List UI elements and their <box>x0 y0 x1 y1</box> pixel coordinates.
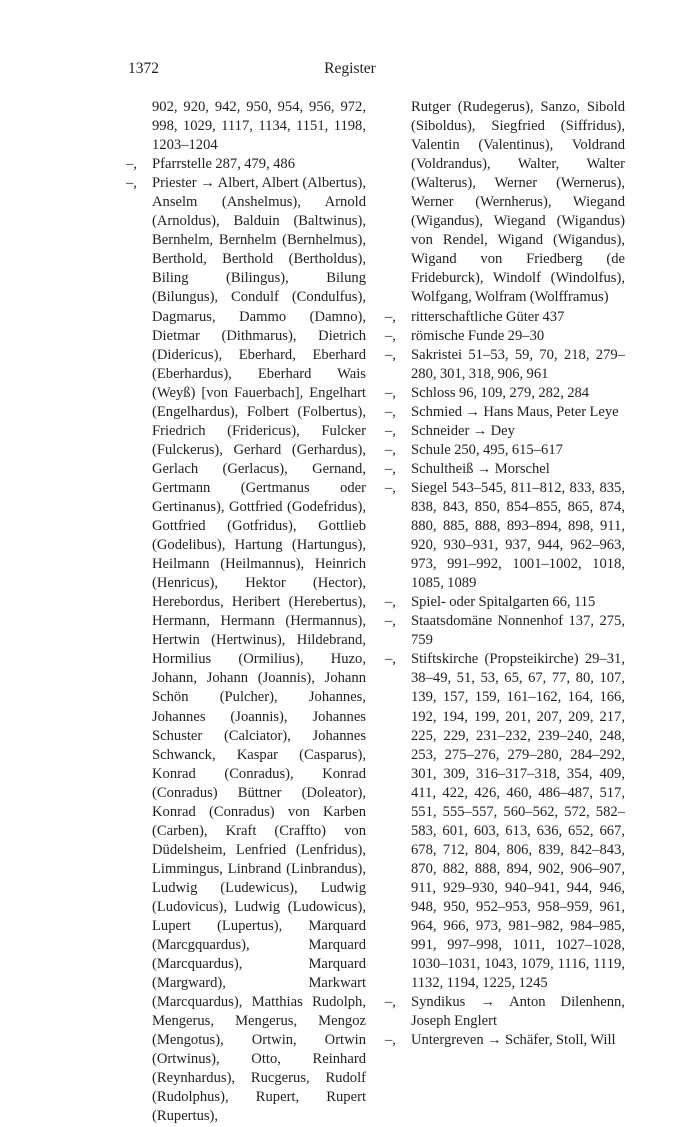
right-column <box>383 98 625 1050</box>
index-entry-staatsdomaene <box>383 612 625 650</box>
entry-text: Schmied → Hans Maus, Peter Leye <box>411 403 619 420</box>
index-entry-schloss <box>383 384 625 403</box>
entry-dash: –, <box>385 403 396 420</box>
entry-text: Pfarrstelle 287, 479, 486 <box>152 156 295 173</box>
entry-dash: –, <box>385 460 396 477</box>
entry-dash: –, <box>385 613 396 630</box>
running-title: Register <box>324 60 376 77</box>
index-entry-spielgarten <box>383 593 625 612</box>
index-entry-schmied <box>383 403 625 422</box>
entry-text: Syndikus → Anton Dilenhenn, Joseph Englert <box>411 994 625 1030</box>
index-entry-untergreven <box>383 1031 625 1050</box>
entry-text: Spiel- oder Spitalgarten 66, 115 <box>411 594 596 611</box>
index-entry-sakristei <box>383 346 625 384</box>
entry-text: Schneider → Dey <box>411 422 515 439</box>
left-column <box>124 98 366 1127</box>
entry-dash: –, <box>385 994 396 1011</box>
index-entry-roemische-funde <box>383 327 625 346</box>
entry-text: Siegel 543–545, 811–812, 833, 835, 838, 843, 850, 854–855, 865, 874, 880, 885, 888, 893–894, 898, 911, 920, 930–931, 937, 944, 962–963, 973, 991–992, 1001–1002, 1018, 1085, 1089 <box>411 479 625 592</box>
entry-text: Schultheiß → Morschel <box>411 460 550 477</box>
index-entry-schneider <box>383 422 625 441</box>
entry-dash: –, <box>385 651 396 668</box>
entry-text: ritterschaftliche Güter 437 <box>411 308 565 325</box>
entry-text: Schule 250, 495, 615–617 <box>411 441 563 458</box>
entry-dash: –, <box>126 175 137 192</box>
entry-dash: –, <box>385 594 396 611</box>
entry-text: Stiftskirche (Propsteikirche) 29–31, 38–49, 51, 53, 65, 67, 77, 80, 107, 139, 157, 159, 161–162, 164, 166, 192, 194, 199, 201, 207, 209, 217, 225, 229, 231–232, 239–240, 248, 253, 275–276, 279–280, 284–292, 301, 309, 316–317–318, 354, 409, 411, 422, 426, 460, 486–487, 517, 551, 555–557, 560–562, 572, 582–583, 601, 603, 613, 636, 652, 667, 678, 712, 804, 806, 839, 842–843, 870, 882, 888, 894, 902, 906–907, 911, 929–930, 940–941, 944, 946, 948, 950, 952–953, 958–959, 961, 964, 966, 973, 981–982, 984–985, 991, 997–998, 1011, 1027–1028, 1030–1031, 1043, 1079, 1116, 1119, 1132, 1194, 1225, 1245 <box>411 651 625 992</box>
entry-text: Staatsdomäne Nonnenhof 137, 275, 759 <box>411 613 625 649</box>
entry-dash: –, <box>385 384 396 401</box>
entry-dash: –, <box>385 308 396 325</box>
index-entry-schule <box>383 441 625 460</box>
continuation-text: Rutger (Rudegerus), Sanzo, Sibold (Siboldus), Siegfried (Siffridus), Valentin (Valentinus), Voldrand (Voldrandus), Walter, Walter (Walterus), Werner (Wernerus), Werner (Wernherus), Wiegand (Wigandus), Wiegand (Wigandus) von Rendel, Wigand (Wigandus), Wigand von Friedberg (de Frideburck), Windolf (Windolfus), Wolfgang, Wolfram (Wolfframus) <box>411 99 625 306</box>
entry-text: Priester → Albert, Albert (Albertus), Anselm (Anshelmus), Arnold (Arnoldus), Balduin (Baltwinus), Bernhelm, Bernhelm (Bernhelmus), Berthold, Berthold (Bertholdus), Biling (Bilingus), Bilung (Bilungus), Condulf (Condulfus), Dagmarus, Dammo (Damno), Dietmar (Dithmarus), Dietrich (Didericus), Eberhard, Eberhard (Eberhardus), Eberhard Wais (Weyß) [von Fauerbach], Engelhart (Engelhardus), Folbert (Folbertus), Friedrich (Fridericus), Fulcker (Fulckerus), Gerhard (Gerhardus), Gerlach (Gerlacus), Gernand, Gertmann (Gertmanus oder Gertinanus), Gottfried (Godefridus), Gottfried (Gotfridus), Gottlieb (Godelibus), Hartung (Hartungus), Heilmann (Heilmannus), Heinrich (Henricus), Hektor (Hector), Herebordus, Heribert (Herebertus), Hermann, Hermann (Hermannus), Hertwin (Hertwinus), Hildebrand, Hormilius (Ormilius), Huzo, Johann, Johann (Joannis), Johann Schön (Pulcher), Johannes, Johannes (Joannis), Johannes Schuster (Calciator), Johannes Schwanck, Kaspar (Casparus), Konrad (Conradus), Konrad (Conradus) Büttner (Doleator), Konrad (Conradus) von Karben (Carben), Kraft (Craffto) von Düdelsheim, Lenfried (Lenfridus), Limmingus, Linbrand (Linbrandus), Ludwig (Ludewicus), Ludwig (Ludovicus), Ludwig (Ludowicus), Lupert (Lupertus), Marquard (Marcgquardus), Marquard (Marcquardus), Marquard (Margward), Markwart (Marcquardus), Matthias Rudolph, Mengerus, Mengerus, Mengoz (Mengotus), Ortwin, Ortwin (Ortwinus), Otto, Reinhard (Reynhardus), Rucgerus, Rudolf (Rudolphus), Rupert, Rupert (Rupertus), <box>152 175 366 1125</box>
entry-dash: –, <box>385 346 396 363</box>
entry-dash: –, <box>126 156 137 173</box>
entry-text: Untergreven → Schäfer, Stoll, Will <box>411 1032 616 1049</box>
entry-text: Sakristei 51–53, 59, 70, 218, 279–280, 301, 318, 906, 961 <box>411 346 625 382</box>
index-entry-priester <box>124 174 366 1126</box>
index-entry-syndikus <box>383 993 625 1031</box>
entry-text: Schloss 96, 109, 279, 282, 284 <box>411 384 590 401</box>
entry-dash: –, <box>385 479 396 496</box>
index-entry-siegel <box>383 479 625 593</box>
index-entry-stiftskirche <box>383 650 625 993</box>
page-number: 1372 <box>128 60 159 77</box>
entry-text: römische Funde 29–30 <box>411 327 545 344</box>
index-entry-ritterschaftliche-gueter <box>383 308 625 327</box>
entry-dash: –, <box>385 1032 396 1049</box>
index-entry-schultheiss <box>383 460 625 479</box>
index-entry-pfarrstelle <box>124 155 366 174</box>
entry-dash: –, <box>385 327 396 344</box>
continuation-text: 902, 920, 942, 950, 954, 956, 972, 998, 1029, 1117, 1134, 1151, 1198, 1203–1204 <box>152 99 366 154</box>
entry-dash: –, <box>385 441 396 458</box>
entry-dash: –, <box>385 422 396 439</box>
